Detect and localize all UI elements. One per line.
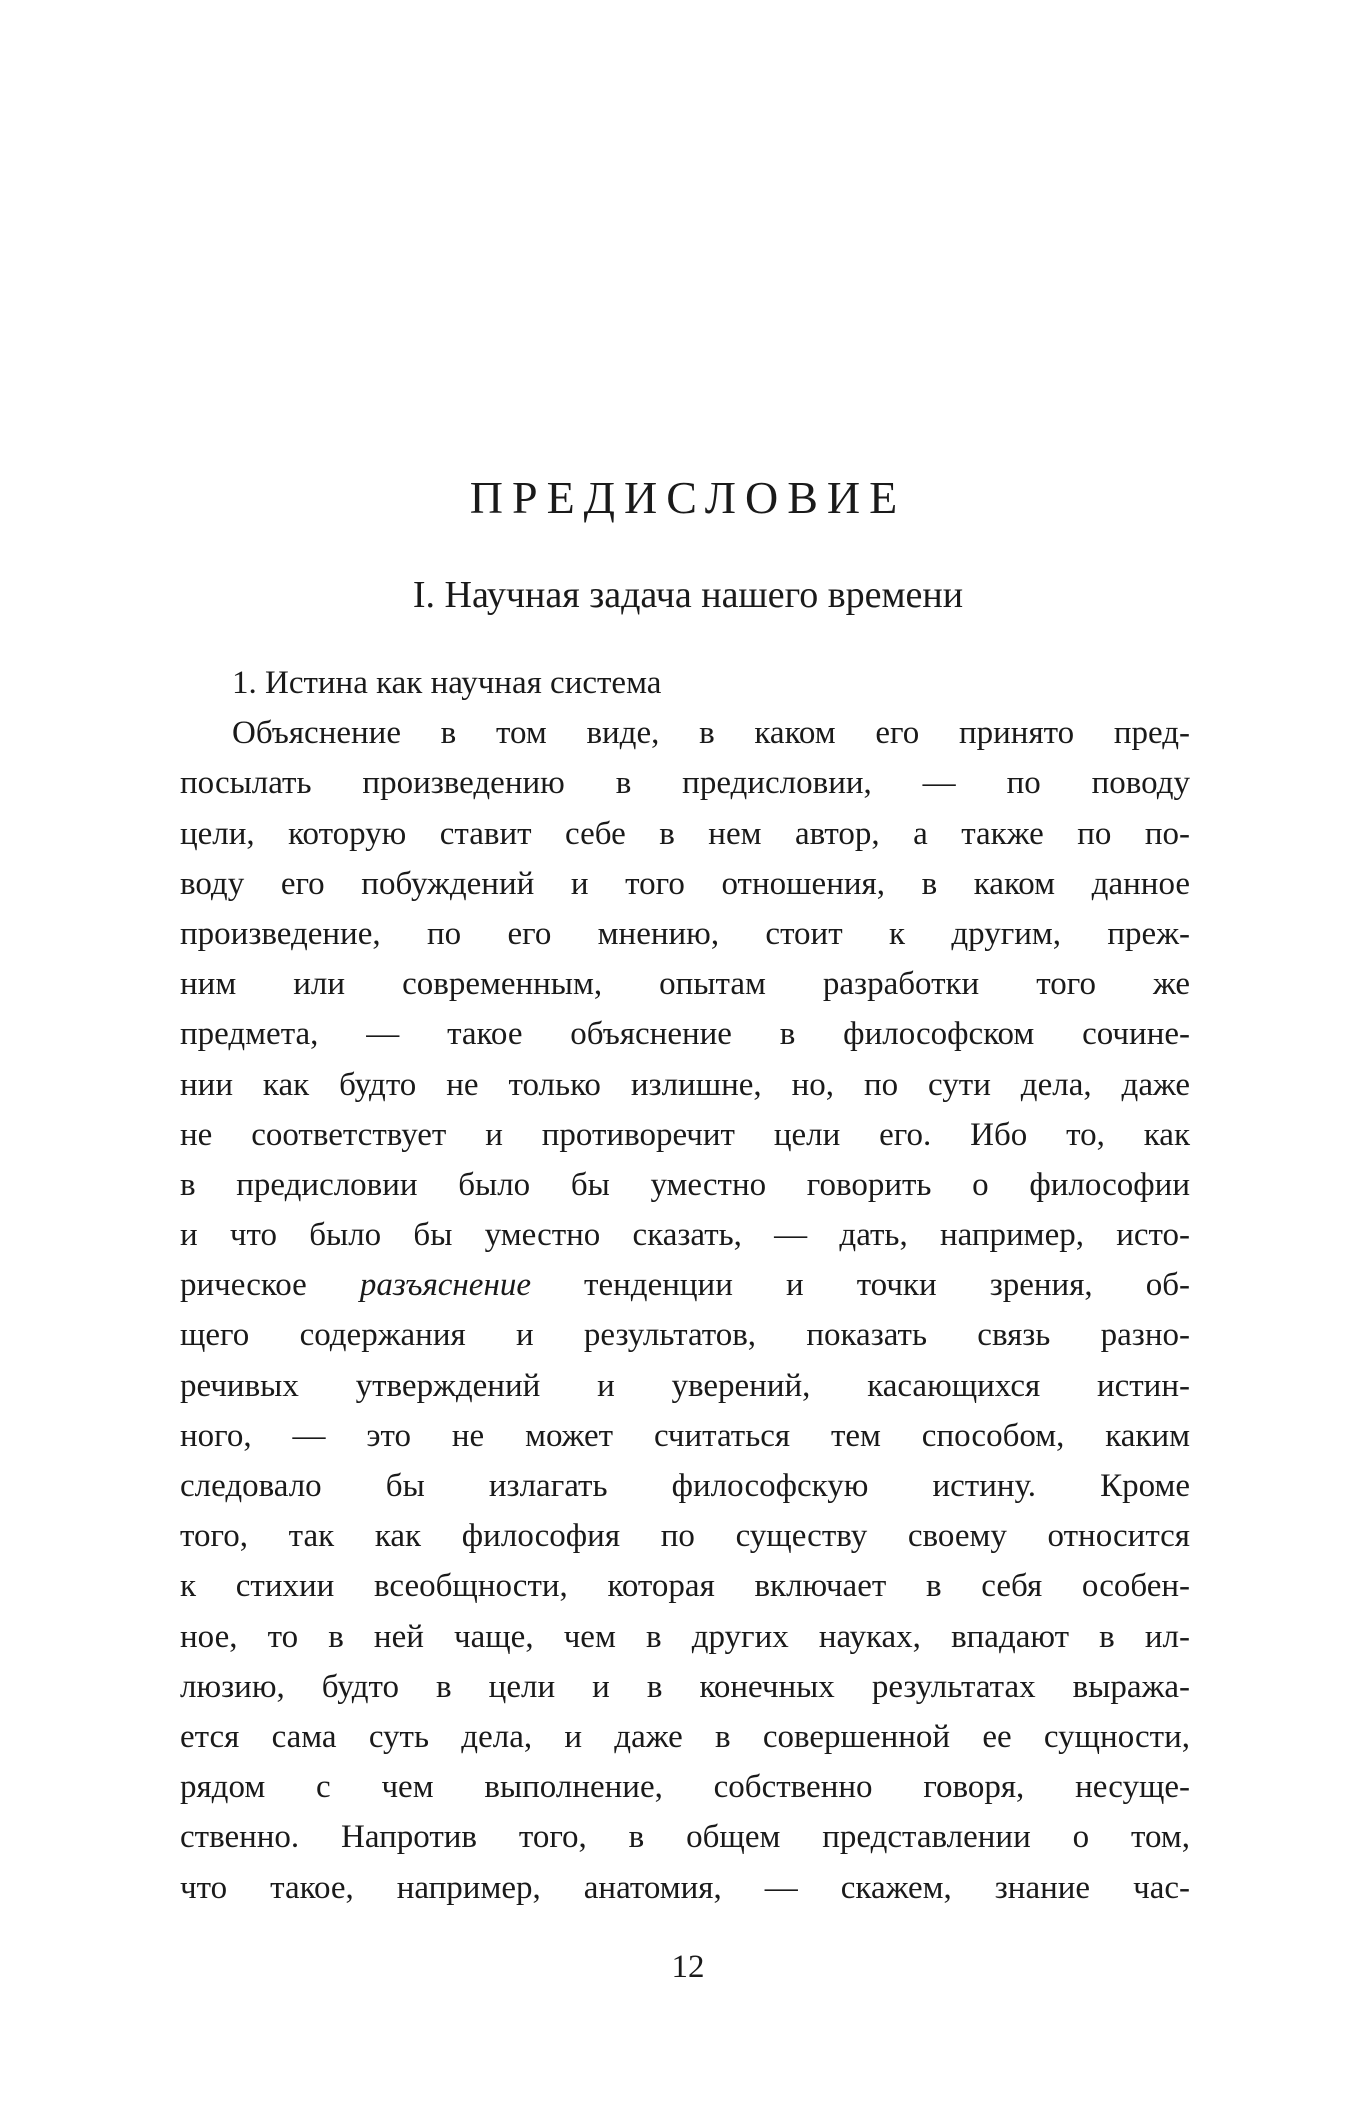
text-line: воду его побуждений и того отношения, в каком данное xyxy=(180,865,1190,902)
text-line: произведение, по его мнению, стоит к другим, преж- xyxy=(180,915,1190,952)
text-line: люзию, будто в цели и в конечных результатах выража- xyxy=(180,1668,1190,1705)
text-line: что такое, например, анатомия, — скажем, знание час- xyxy=(180,1869,1190,1906)
text-line: того, так как философия по существу своему относится xyxy=(180,1518,1190,1555)
text-line: в предисловии было бы уместно говорить о философии xyxy=(180,1166,1190,1203)
text-line: к стихии всеобщности, которая включает в себя особен- xyxy=(180,1568,1190,1605)
text-line: ное, то в ней чаще, чем в других науках, впадают в ил- xyxy=(180,1618,1190,1655)
text-line: нии как будто не только излишне, но, по сути дела, даже xyxy=(180,1066,1190,1103)
subsection-title: 1. Истина как научная система xyxy=(232,665,662,701)
body-text xyxy=(180,658,1190,1913)
text-line: рядом с чем выполнение, собственно говоря, несуще- xyxy=(180,1769,1190,1806)
paragraph xyxy=(180,708,1190,1913)
page-number: 12 xyxy=(671,1949,705,1985)
section-title: I. Научная задача нашего времени xyxy=(412,574,964,616)
text-line: рическое разъяснение тенденции и точки зрения, об- xyxy=(180,1267,1190,1304)
chapter-title: ПРЕДИСЛОВИЕ xyxy=(469,472,907,523)
text-line: речивых утверждений и уверений, касающихся истин- xyxy=(180,1367,1190,1404)
text-line: Объяснение в том виде, в каком его принято пред- xyxy=(232,715,1190,752)
text-line: цели, которую ставит себе в нем автор, а также по по- xyxy=(180,815,1190,852)
text-line: ним или современным, опытам разработки того же xyxy=(180,966,1190,1003)
text-line: и что было бы уместно сказать, — дать, например, исто- xyxy=(180,1217,1190,1254)
emphasis-text: разъяснение xyxy=(359,1267,531,1304)
text-line: ственно. Напротив того, в общем представлении о том, xyxy=(180,1819,1190,1856)
text-line: щего содержания и результатов, показать связь разно- xyxy=(180,1317,1190,1354)
text-line: следовало бы излагать философскую истину. Кроме xyxy=(180,1468,1190,1504)
text-line: не соответствует и противоречит цели его. Ибо то, как xyxy=(180,1116,1190,1153)
text-line: предмета, — такое объяснение в философском сочине- xyxy=(180,1016,1190,1053)
text-line: ного, — это не может считаться тем способом, каким xyxy=(180,1417,1190,1454)
text-line: посылать произведению в предисловии, — по поводу xyxy=(180,765,1190,802)
text-line: ется сама суть дела, и даже в совершенной ее сущности, xyxy=(180,1718,1190,1755)
